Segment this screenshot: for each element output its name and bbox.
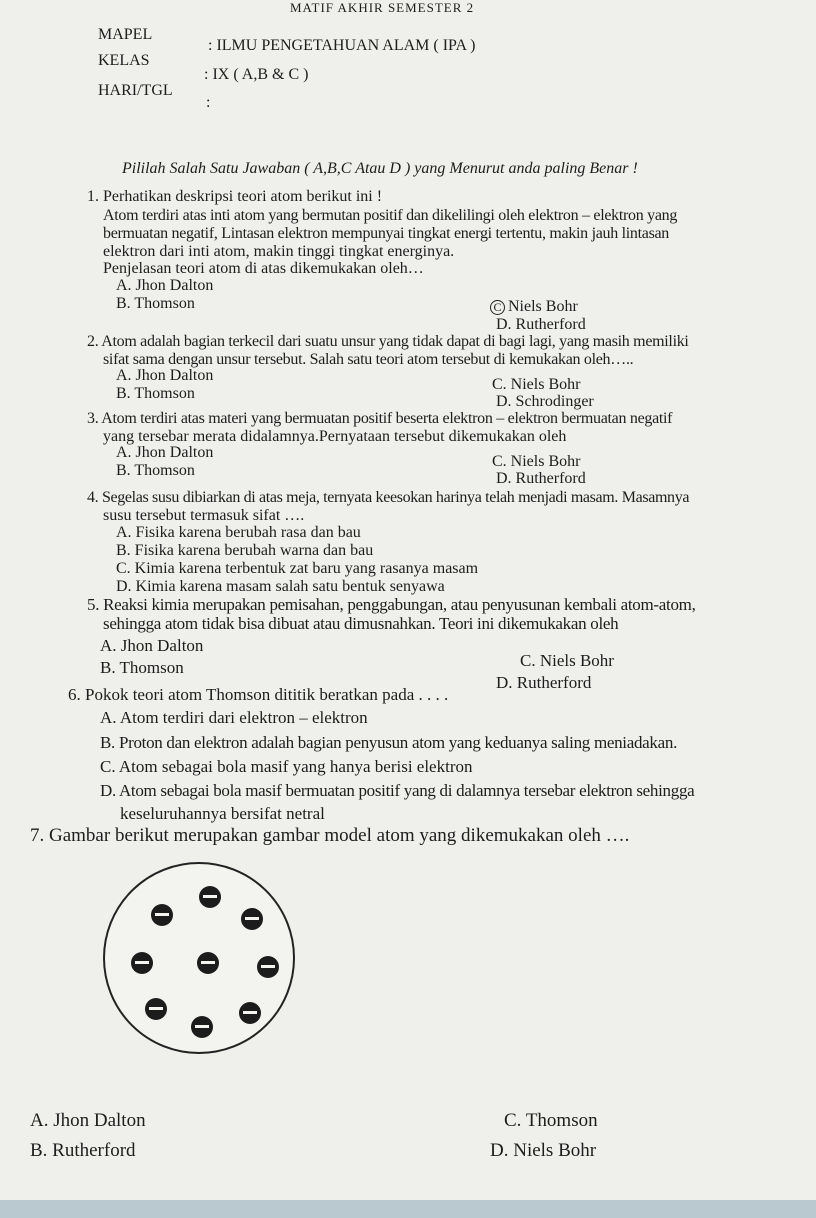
q6-option-d-continued: keseluruhannya bersifat netral	[120, 804, 325, 823]
kelas-label: KELAS	[98, 52, 150, 69]
hari-label: HARI/TGL	[98, 82, 173, 99]
answer-circle-mark: C	[490, 300, 505, 315]
q6-option-c[interactable]: C. Atom sebagai bola masif yang hanya berisi elektron	[100, 757, 473, 776]
q4-option-c[interactable]: C. Kimia karena terbentuk zat baru yang rasanya masam	[116, 560, 479, 577]
q4-line-2: susu tersebut termasuk sifat ….	[103, 507, 305, 524]
hari-value: :	[206, 94, 211, 111]
q2-option-b[interactable]: B. Thomson	[116, 385, 195, 402]
q1-line-5: Penjelasan teori atom di atas dikemukakan oleh…	[103, 260, 424, 277]
instruction: Pililah Salah Satu Jawaban ( A,B,C Atau D ) yang Menurut anda paling Benar !	[122, 160, 638, 177]
q1-line-2: Atom terdiri atas inti atom yang bermutan positif dan dikelilingi oleh elektron – elektron yang	[103, 207, 678, 224]
q5-line-1: 5. Reaksi kimia merupakan pemisahan, penggabungan, atau penyusunan kembali atom-atom,	[87, 595, 696, 614]
electron-icon	[145, 998, 167, 1020]
q2-option-c[interactable]: C. Niels Bohr	[492, 376, 581, 393]
page-bottom-edge	[0, 1200, 816, 1218]
kelas-value: : IX ( A,B & C )	[204, 66, 309, 83]
q5-option-c[interactable]: C. Niels Bohr	[520, 651, 614, 670]
q1-option-c[interactable]	[490, 298, 578, 316]
q3-option-c[interactable]: C. Niels Bohr	[492, 453, 581, 470]
q2-option-d[interactable]: D. Schrodinger	[496, 393, 594, 410]
q1-option-d[interactable]: D. Rutherford	[496, 316, 586, 333]
q2-option-a[interactable]: A. Jhon Dalton	[116, 367, 214, 384]
electron-icon	[239, 1002, 261, 1024]
q1-option-c-label: Niels Bohr	[508, 298, 578, 315]
q6-option-a[interactable]: A. Atom terdiri dari elektron – elektron	[100, 708, 368, 727]
q3-option-d[interactable]: D. Rutherford	[496, 470, 586, 487]
q3-line-2: yang tersebar merata didalamnya.Pernyataan tersebut dikemukakan oleh	[103, 428, 567, 445]
electron-icon	[191, 1016, 213, 1038]
mapel-value: : ILMU PENGETAHUAN ALAM ( IPA )	[208, 37, 476, 54]
thomson-atom-model-image	[103, 862, 295, 1054]
q1-line-3: bermuatan negatif, Lintasan elektron mempunyai tingkat energi tertentu, makin jauh lintasan	[103, 225, 669, 242]
q5-option-b[interactable]: B. Thomson	[100, 658, 184, 677]
electron-icon	[257, 956, 279, 978]
q3-option-a[interactable]: A. Jhon Dalton	[116, 444, 214, 461]
q1-option-a[interactable]: A. Jhon Dalton	[116, 277, 214, 294]
q6-option-d[interactable]: D. Atom sebagai bola masif bermuatan positif yang di dalamnya tersebar elektron sehingga	[100, 781, 695, 800]
electron-icon	[241, 908, 263, 930]
q3-line-1: 3. Atom terdiri atas materi yang bermuatan positif beserta elektron – elektron bermuatan negatif	[87, 410, 673, 427]
q7-option-c[interactable]: C. Thomson	[504, 1110, 598, 1131]
q6-option-b[interactable]: B. Proton dan elektron adalah bagian penyusun atom yang keduanya saling meniadakan.	[100, 733, 678, 752]
q7-option-d[interactable]: D. Niels Bohr	[490, 1140, 597, 1161]
q2-line-2: sifat sama dengan unsur tersebut. Salah satu teori atom tersebut di kemukakan oleh…..	[103, 351, 634, 368]
q2-line-1: 2. Atom adalah bagian terkecil dari suatu unsur yang tidak dapat di bagi lagi, yang masih memiliki	[87, 333, 689, 350]
q4-option-b[interactable]: B. Fisika karena berubah warna dan bau	[116, 542, 374, 559]
electron-icon	[151, 904, 173, 926]
q3-option-b[interactable]: B. Thomson	[116, 462, 195, 479]
electron-icon	[131, 952, 153, 974]
q1-option-b[interactable]: B. Thomson	[116, 295, 195, 312]
q5-line-2: sehingga atom tidak bisa dibuat atau dimusnahkan. Teori ini dikemukakan oleh	[103, 614, 619, 633]
q5-option-a[interactable]: A. Jhon Dalton	[100, 636, 204, 655]
q5-option-d[interactable]: D. Rutherford	[496, 673, 592, 692]
q7-line-1: 7. Gambar berikut merupakan gambar model atom yang dikemukakan oleh ….	[30, 825, 630, 846]
q7-option-b[interactable]: B. Rutherford	[30, 1140, 136, 1161]
q1-line-4: elektron dari inti atom, makin tinggi tingkat energinya.	[103, 243, 455, 260]
q1-line-1: 1. Perhatikan deskripsi teori atom berikut ini !	[87, 188, 383, 205]
q4-line-1: 4. Segelas susu dibiarkan di atas meja, ternyata keesokan harinya telah menjadi masam. Masamnya	[87, 489, 690, 506]
q4-option-a[interactable]: A. Fisika karena berubah rasa dan bau	[116, 524, 361, 541]
q4-option-d[interactable]: D. Kimia karena masam salah satu bentuk senyawa	[116, 578, 445, 595]
electron-icon	[199, 886, 221, 908]
q6-line-1: 6. Pokok teori atom Thomson dititik beratkan pada . . . .	[68, 685, 449, 704]
mapel-label: MAPEL	[98, 26, 153, 43]
electron-icon	[197, 952, 219, 974]
q7-option-a[interactable]: A. Jhon Dalton	[30, 1110, 146, 1131]
exam-title: MATIF AKHIR SEMESTER 2	[290, 0, 475, 15]
